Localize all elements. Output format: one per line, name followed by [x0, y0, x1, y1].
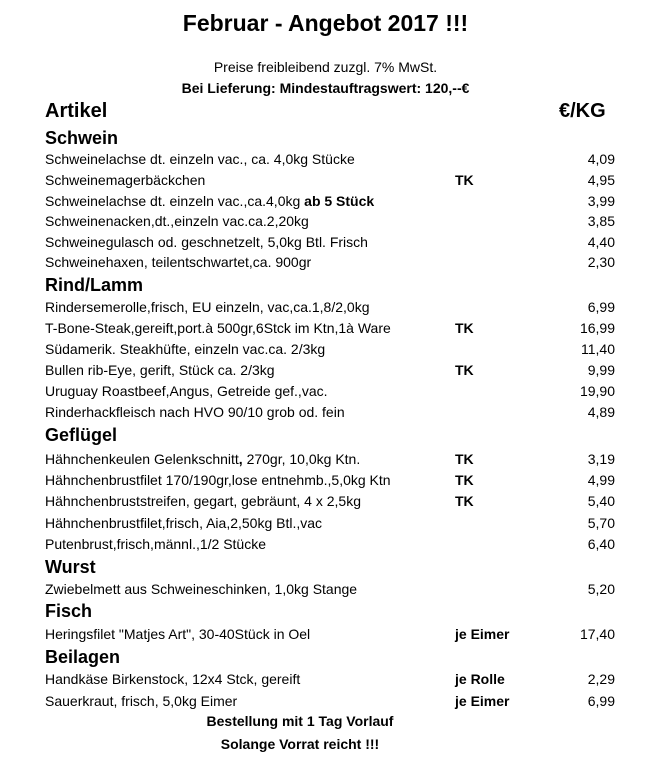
list-item: [0, 254, 651, 274]
list-item: [0, 299, 651, 319]
page-title: Februar - Angebot 2017 !!!: [182, 10, 469, 36]
item-price: 9,99: [587, 362, 615, 378]
list-item: [0, 626, 651, 646]
item-price: 19,90: [579, 383, 615, 399]
item-tag: TK: [455, 362, 474, 378]
item-price: 5,40: [587, 493, 615, 509]
item-price: 3,99: [587, 193, 615, 209]
category-heading-beilagen: Beilagen: [45, 647, 121, 667]
item-tag: TK: [455, 172, 474, 188]
item-tag: TK: [455, 493, 474, 509]
item-tag: je Eimer: [455, 693, 510, 709]
item-name: Hähnchenbruststreifen, gegart, gebräunt, 4 x 2,5kg: [45, 493, 361, 509]
item-price: 4,09: [587, 151, 615, 167]
item-name: Hähnchenkeulen Gelenkschnitt, 270gr, 10,0kg Ktn.: [45, 451, 361, 467]
column-header-price: €/KG: [559, 100, 606, 122]
item-name: Schweinenacken,dt.,einzeln vac.ca.2,20kg: [45, 213, 309, 229]
item-price: 3,85: [587, 213, 615, 229]
item-price: 5,20: [587, 581, 615, 597]
item-name: Putenbrust,frisch,männl.,1/2 Stücke: [45, 536, 266, 552]
list-item: [0, 172, 651, 192]
item-price: 2,30: [587, 254, 615, 270]
list-item: [0, 383, 651, 403]
list-item: [0, 151, 651, 171]
item-name: Rindersemerolle,frisch, EU einzeln, vac,ca.1,8/2,0kg: [45, 299, 370, 315]
list-item: [0, 671, 651, 691]
item-tag: je Rolle: [455, 671, 505, 687]
category-heading-fisch: Fisch: [45, 601, 93, 621]
stock-availability-note: Solange Vorrat reicht !!!: [220, 736, 380, 752]
item-name: Schweinelachse dt. einzeln vac., ca. 4,0kg Stücke: [45, 151, 355, 167]
list-item: [0, 341, 651, 361]
delivery-note: Bei Lieferung: Mindestauftragswert: 120,--€: [181, 80, 470, 96]
item-price: 3,19: [587, 451, 615, 467]
item-tag: TK: [455, 472, 474, 488]
category-heading-schwein: Schwein: [45, 128, 119, 148]
item-name: Rinderhackfleisch nach HVO 90/10 grob od. fein: [45, 404, 345, 420]
item-name: Schweinegulasch od. geschnetzelt, 5,0kg Btl. Frisch: [45, 234, 368, 250]
item-price: 4,95: [587, 172, 615, 188]
list-item: [0, 515, 651, 535]
item-name: Uruguay Roastbeef,Angus, Getreide gef.,vac.: [45, 383, 328, 399]
price-note: Preise freibleibend zuzgl. 7% MwSt.: [213, 59, 438, 75]
item-price: 6,99: [587, 299, 615, 315]
list-item: [0, 404, 651, 424]
item-name: Schweinelachse dt. einzeln vac.,ca.4,0kg ab 5 Stück: [45, 193, 375, 209]
item-name: T-Bone-Steak,gereift,port.à 500gr,6Stck im Ktn,1à Ware: [45, 320, 391, 336]
item-name: Zwiebelmett aus Schweineschinken, 1,0kg Stange: [45, 581, 358, 597]
list-item: [0, 320, 651, 340]
category-heading-rind-lamm: Rind/Lamm: [45, 275, 144, 295]
list-item: [0, 472, 651, 492]
item-name-emphasis: ,: [238, 451, 243, 467]
list-item: [0, 493, 651, 513]
item-name: Bullen rib-Eye, gerift, Stück ca. 2/3kg: [45, 362, 275, 378]
list-item: [0, 362, 651, 382]
item-price: 2,29: [587, 671, 615, 687]
item-tag: TK: [455, 451, 474, 467]
category-heading-gefluegel: Geflügel: [45, 425, 118, 445]
item-price: 5,70: [587, 515, 615, 531]
item-price: 6,40: [587, 536, 615, 552]
list-item: [0, 234, 651, 254]
list-item: [0, 581, 651, 601]
column-header-article: Artikel: [45, 100, 108, 122]
item-name: Handkäse Birkenstock, 12x4 Stck, gereift: [45, 671, 301, 687]
item-name: Schweinehaxen, teilentschwartet,ca. 900gr: [45, 254, 312, 270]
order-lead-time-note: Bestellung mit 1 Tag Vorlauf: [206, 713, 394, 729]
item-price: 11,40: [581, 341, 615, 357]
item-name: Heringsfilet "Matjes Art", 30-40Stück in Oel: [45, 626, 311, 642]
item-name: Sauerkraut, frisch, 5,0kg Eimer: [45, 693, 238, 709]
item-tag: je Eimer: [455, 626, 510, 642]
list-item: [0, 536, 651, 556]
item-name-emphasis: ab 5 Stück: [304, 193, 375, 209]
list-item: [0, 693, 651, 713]
item-price: 16,99: [579, 320, 615, 336]
item-price: 17,40: [579, 626, 615, 642]
item-name: Südamerik. Steakhüfte, einzeln vac.ca. 2/3kg: [45, 341, 326, 357]
item-tag: TK: [455, 320, 474, 336]
item-price: 4,40: [587, 234, 615, 250]
item-price: 4,89: [587, 404, 615, 420]
item-name: Hähnchenbrustfilet,frisch, Aia,2,50kg Btl.,vac: [45, 515, 323, 531]
list-item: [0, 451, 651, 471]
item-name: Hähnchenbrustfilet 170/190gr,lose entnehmb.,5,0kg Ktn: [45, 472, 391, 488]
item-price: 4,99: [587, 472, 615, 488]
list-item: [0, 193, 651, 213]
item-price: 6,99: [587, 693, 615, 709]
list-item: [0, 213, 651, 233]
category-heading-wurst: Wurst: [45, 557, 96, 577]
item-name: Schweinemagerbäckchen: [45, 172, 206, 188]
